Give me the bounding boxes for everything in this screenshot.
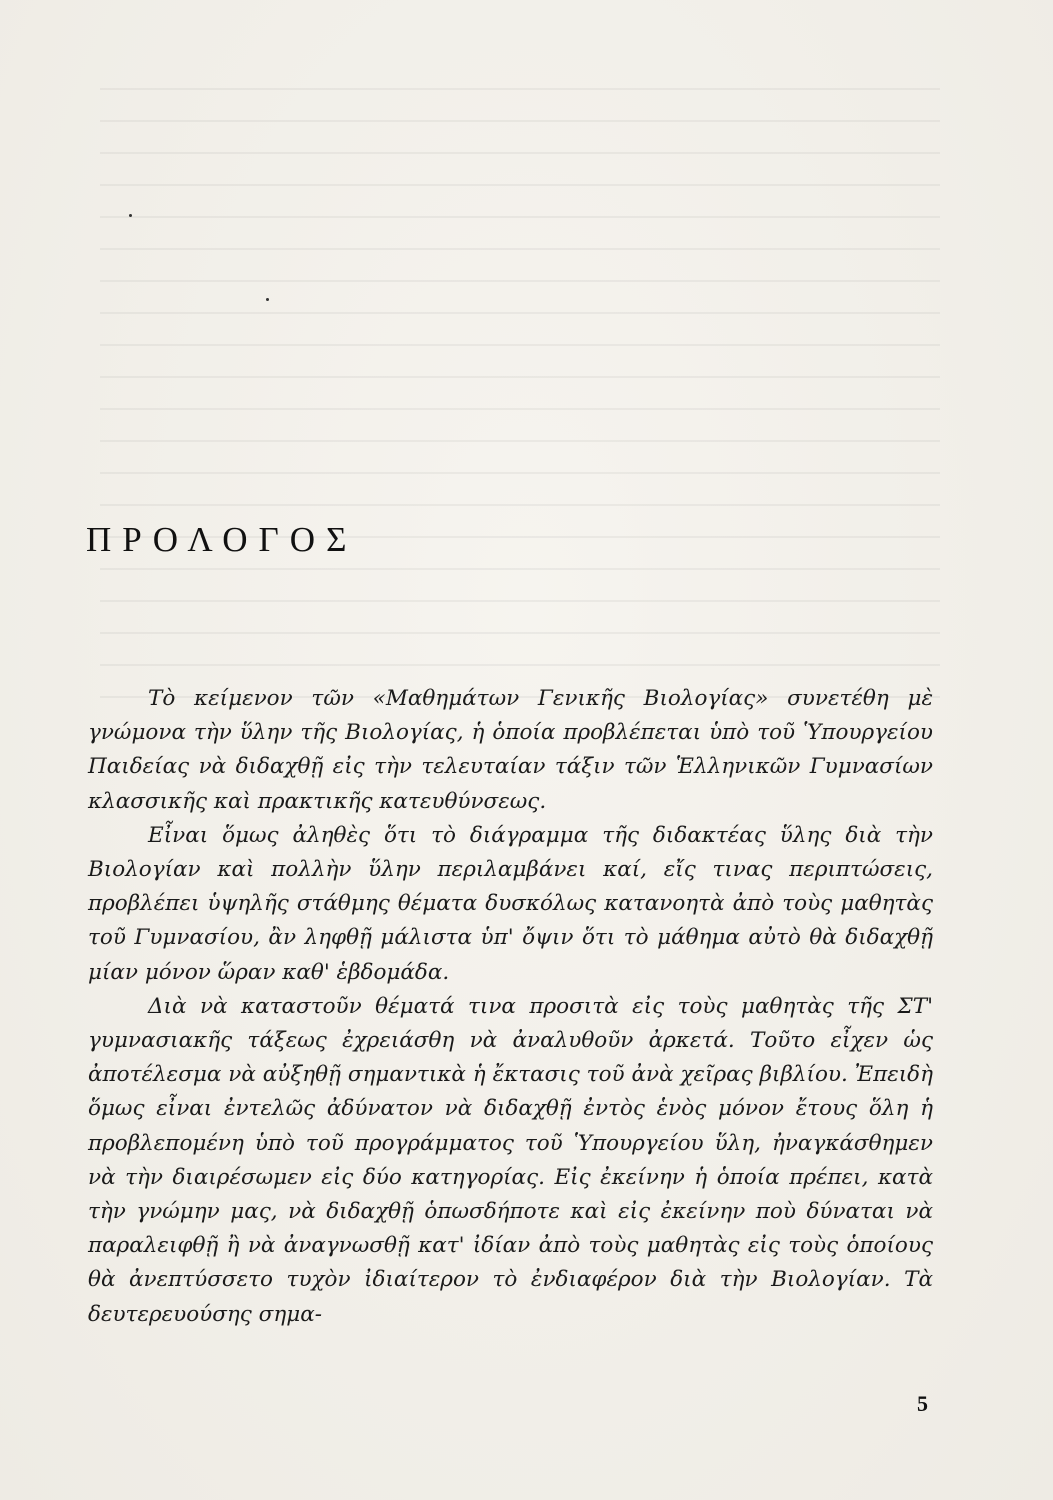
page-title: ΠΡΟΛΟΓΟΣ [86,520,358,559]
speck-mark [129,214,132,217]
paragraph: Διὰ νὰ καταστοῦν θέματά τινα προσιτὰ εἰς τοὺς μαθητὰς τῆς ΣΤ' γυμνασιακῆς τάξεως ἐχρειάσθη νὰ ἀναλυθοῦν ἀρκετά. Τοῦτο εἶχεν ὡς ἀποτέλεσμα νὰ αὐξηθῇ σημαντικὰ ἡ ἔκτασις τοῦ ἀνὰ χεῖρας βιβλίου. Ἐπειδὴ ὅμως εἶναι ἐντελῶς ἀδύνατον νὰ διδαχθῇ ἐντὸς ἑνὸς μόνον ἔτους ὅλη ἡ προβλεπομένη ὑπὸ τοῦ προγράμματος τοῦ Ὑπουργείου ὕλη, ἠναγκάσθημεν νὰ τὴν διαιρέσωμεν εἰς δύο κατηγορίας. Εἰς ἐκείνην ἡ ὁποία πρέπει, κατὰ τὴν γνώμην μας, νὰ διδαχθῇ ὁπωσδήποτε καὶ εἰς ἐκείνην ποὺ δύναται νὰ παραλειφθῇ ἢ νὰ ἀναγνωσθῇ κατ' ἰδίαν ἀπὸ τοὺς μαθητὰς εἰς τοὺς ὁποίους θὰ ἀνεπτύσσετο τυχὸν ἰδιαίτερον τὸ ἐνδιαφέρον διὰ τὴν Βιολογίαν. Τὰ δευτερευούσης σημα- [88,993,933,1327]
page-number: 5 [917,1391,928,1416]
speck-mark [266,298,269,301]
paragraph: Εἶναι ὅμως ἀληθὲς ὅτι τὸ διάγραμμα τῆς διδακτέας ὕλης διὰ τὴν Βιολογίαν καὶ πολλὴν ὕλην περιλαμβάνει καί, εἴς τινας περιπτώσεις, προβλέπει ὑψηλῆς στάθμης θέματα δυσκόλως κατανοητὰ ἀπὸ τοὺς μαθητὰς τοῦ Γυμνασίου, ἂν ληφθῇ μάλιστα ὑπ' ὄψιν ὅτι τὸ μάθημα αὐτὸ θὰ διδαχθῇ μίαν μόνον ὥραν καθ' ἑβδομάδα. [88,822,933,985]
preface-body [88,682,933,1332]
paragraph: Τὸ κείμενον τῶν «Μαθημάτων Γενικῆς Βιολογίας» συνετέθη μὲ γνώμονα τὴν ὕλην τῆς Βιολογίας, ἡ ὁποία προβλέπεται ὑπὸ τοῦ Ὑπουργείου Παιδείας νὰ διδαχθῇ εἰς τὴν τελευταίαν τάξιν τῶν Ἑλληνικῶν Γυμνασίων κλασσικῆς καὶ πρακτικῆς κατευθύνσεως. [88,686,933,814]
bleed-through-texture [100,88,940,708]
